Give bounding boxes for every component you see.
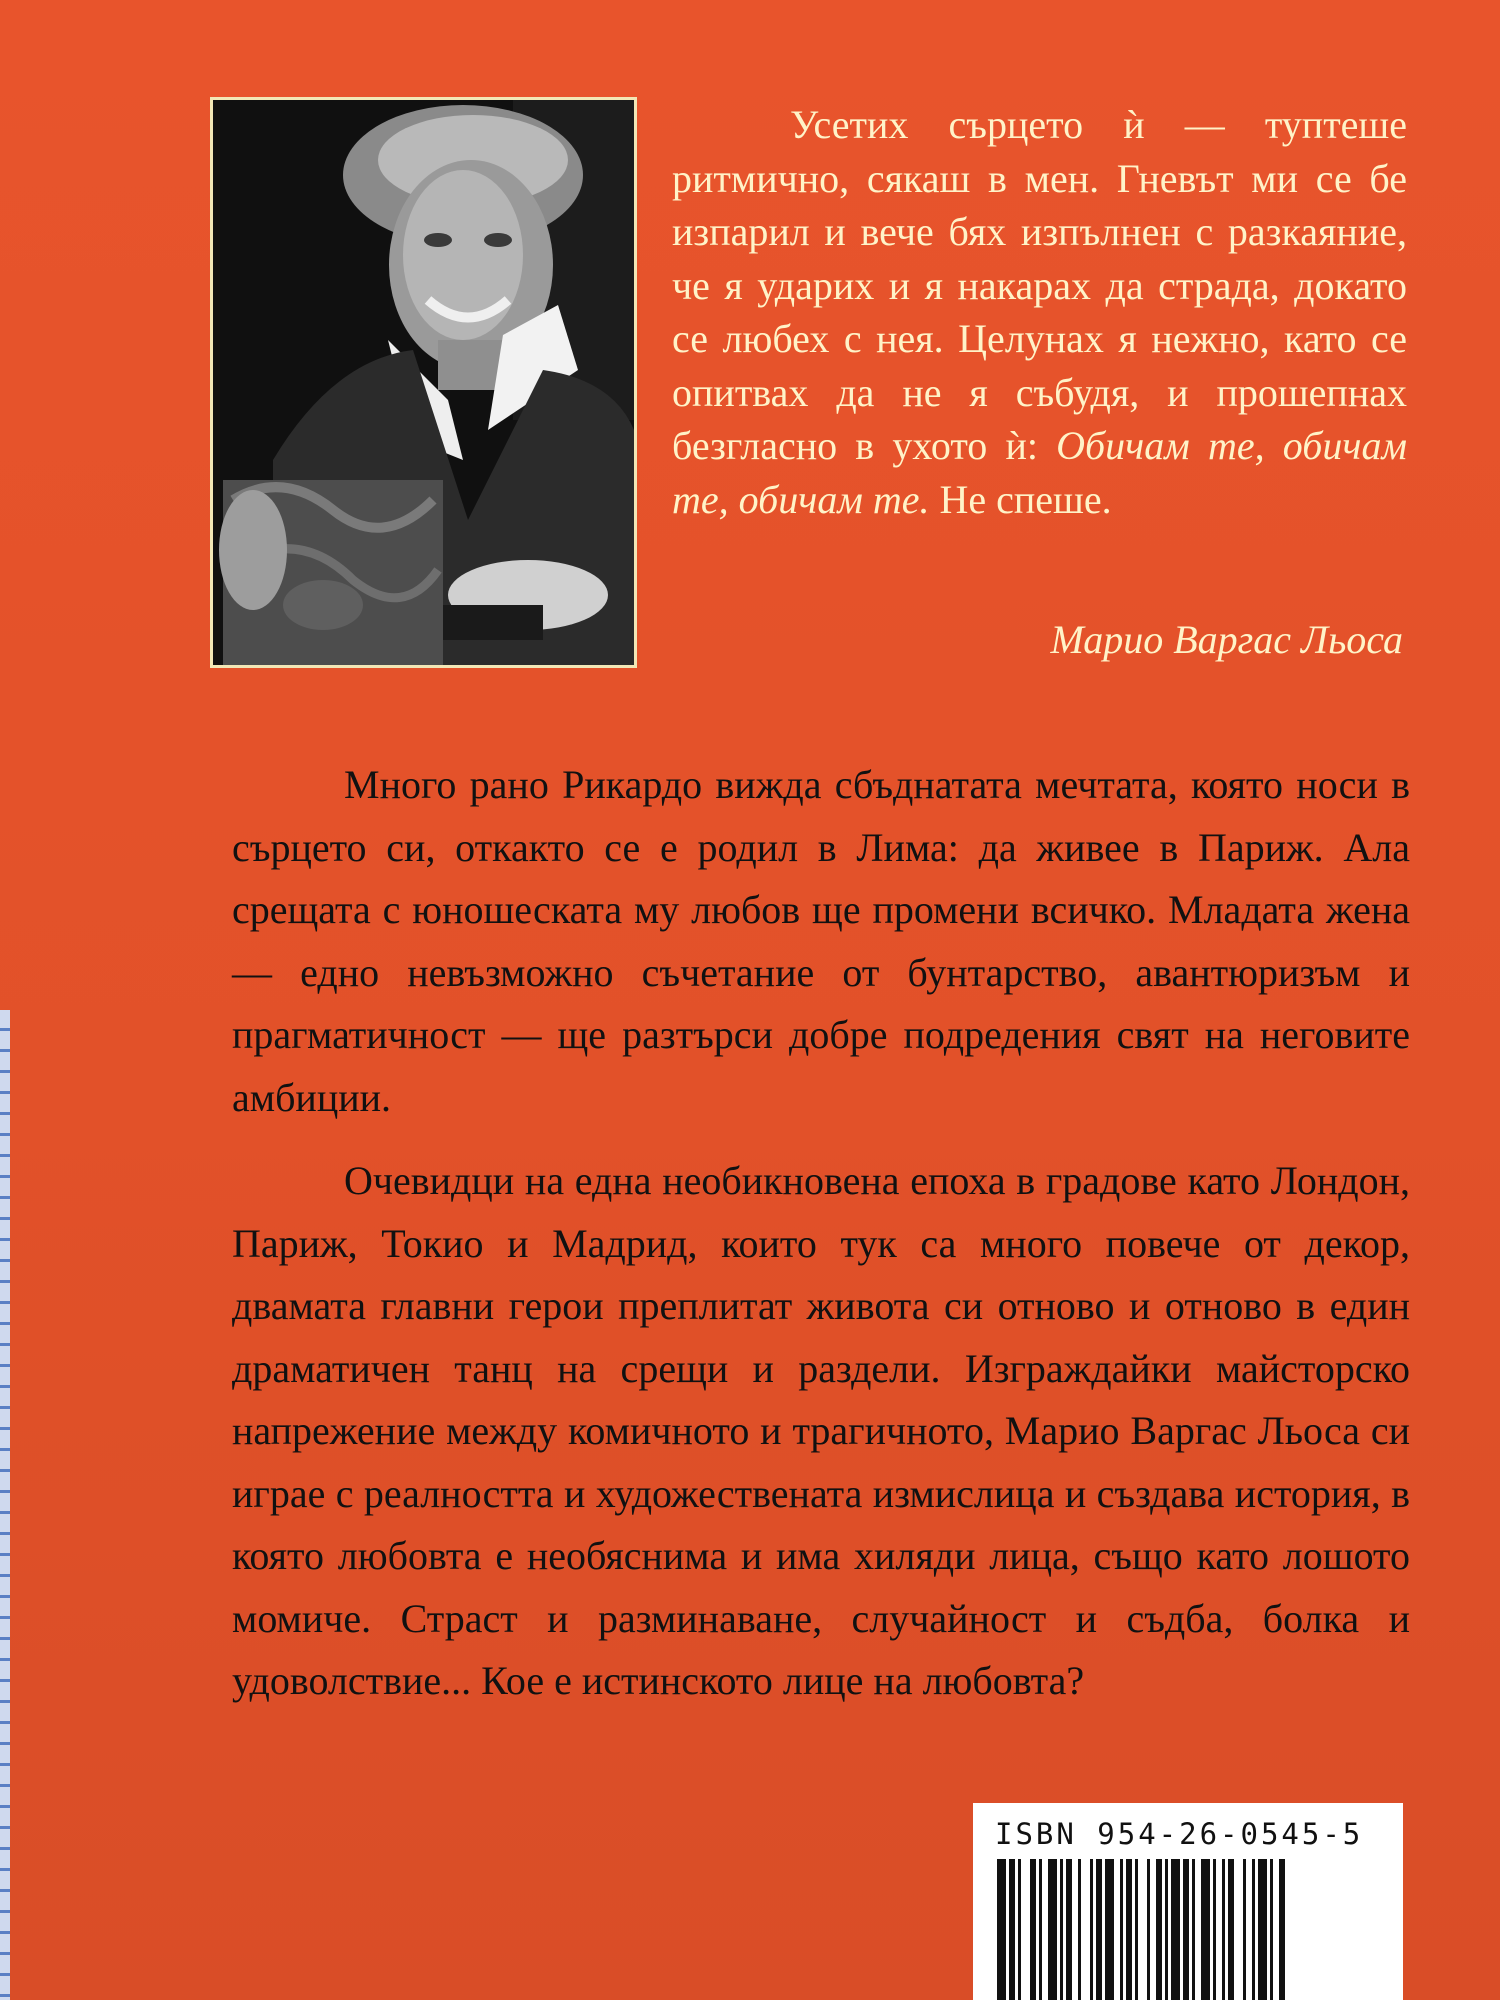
barcode-bar — [1165, 1859, 1168, 2000]
barcode-bar — [1171, 1859, 1180, 2000]
quote-italic: Обичам те, обичам те, обичам те. — [672, 423, 1407, 522]
barcode-bar — [1258, 1859, 1267, 2000]
barcode-bar — [1030, 1859, 1036, 2000]
book-description — [232, 754, 1410, 1713]
barcode-bar — [997, 1859, 1006, 2000]
author-portrait-image — [213, 100, 634, 665]
description-paragraph-2: Очевидци на една необикновена епоха в градове като Лондон, Париж, Токио и Мадрид, които тук са много повече от декор, двамата главни герои преплитат живота си отново и отново в един драматичен танц на срещи и раздели. Изграждайки майсторско напрежение между комичното и трагичното, Марио Варгас Льоса си играе с реалността и художествената измислица и създава история, в която любовта е необяснима и има хиляди лица, също като лошото момиче. Страст и разминаване, случайност и съдба, болка и удоволствие... Кое е истинското лице на любовта? — [232, 1158, 1410, 1703]
barcode-bar — [1147, 1859, 1150, 2000]
barcode-bar — [1279, 1859, 1285, 2000]
quote-tail: Не спеше. — [929, 476, 1112, 522]
barcode-bar — [1183, 1859, 1189, 2000]
barcode-bar — [1228, 1859, 1234, 2000]
barcode-bar — [1135, 1859, 1138, 2000]
author-photo — [210, 97, 637, 668]
isbn-number: ISBN 954-26-0545-5 — [995, 1817, 1364, 1851]
paper-edge — [0, 1010, 10, 2000]
epigraph-quote — [672, 98, 1407, 526]
barcode-bar — [1105, 1859, 1114, 2000]
barcode-bar — [1090, 1859, 1093, 2000]
barcode-bar — [1018, 1859, 1021, 2000]
quote-text — [672, 98, 1407, 526]
quote-lead: Усетих сърцето ѝ — туптеше ритмично, сякаш в мен. Гневът ми се бе изпарил и вече бях изпълнен с разкаяние, че я ударих и я накарах да страда, докато се любех с нея. Целунах я нежно, като се опитвах да не я събудя, и прошепнах безгласно в ухото ѝ: — [672, 102, 1407, 468]
barcode-bar — [1096, 1859, 1102, 2000]
barcode-bar — [1120, 1859, 1123, 2000]
quote-author: Марио Варгас Льоса — [1050, 617, 1403, 662]
barcode-bar — [1060, 1859, 1063, 2000]
barcode-bar — [1213, 1859, 1216, 2000]
barcode-bar — [1126, 1859, 1132, 2000]
barcode-bar — [1039, 1859, 1042, 2000]
barcode-bar — [1048, 1859, 1057, 2000]
barcode-bar — [1201, 1859, 1210, 2000]
barcode-bar — [1066, 1859, 1072, 2000]
description-paragraph-1: Много рано Рикардо вижда сбъднатата мечтата, която носи в сърцето си, откакто се е родил в Лима: да живее в Париж. Ала срещата с юношеската му любов ще промени всичко. Младата жена — едно невъзможно съчетание от бунтарство, авантюризъм и прагматичност — ще разтърси добре подредения свят на неговите амбиции. — [232, 762, 1410, 1120]
barcode-bars — [995, 1859, 1385, 2000]
barcode-bar — [1192, 1859, 1195, 2000]
barcode-bar — [1252, 1859, 1255, 2000]
barcode-bar — [1243, 1859, 1246, 2000]
isbn-barcode — [973, 1803, 1403, 2000]
barcode-bar — [1009, 1859, 1015, 2000]
barcode-bar — [1270, 1859, 1273, 2000]
barcode-bar — [1222, 1859, 1225, 2000]
barcode-bar — [1156, 1859, 1162, 2000]
barcode-bar — [1078, 1859, 1081, 2000]
